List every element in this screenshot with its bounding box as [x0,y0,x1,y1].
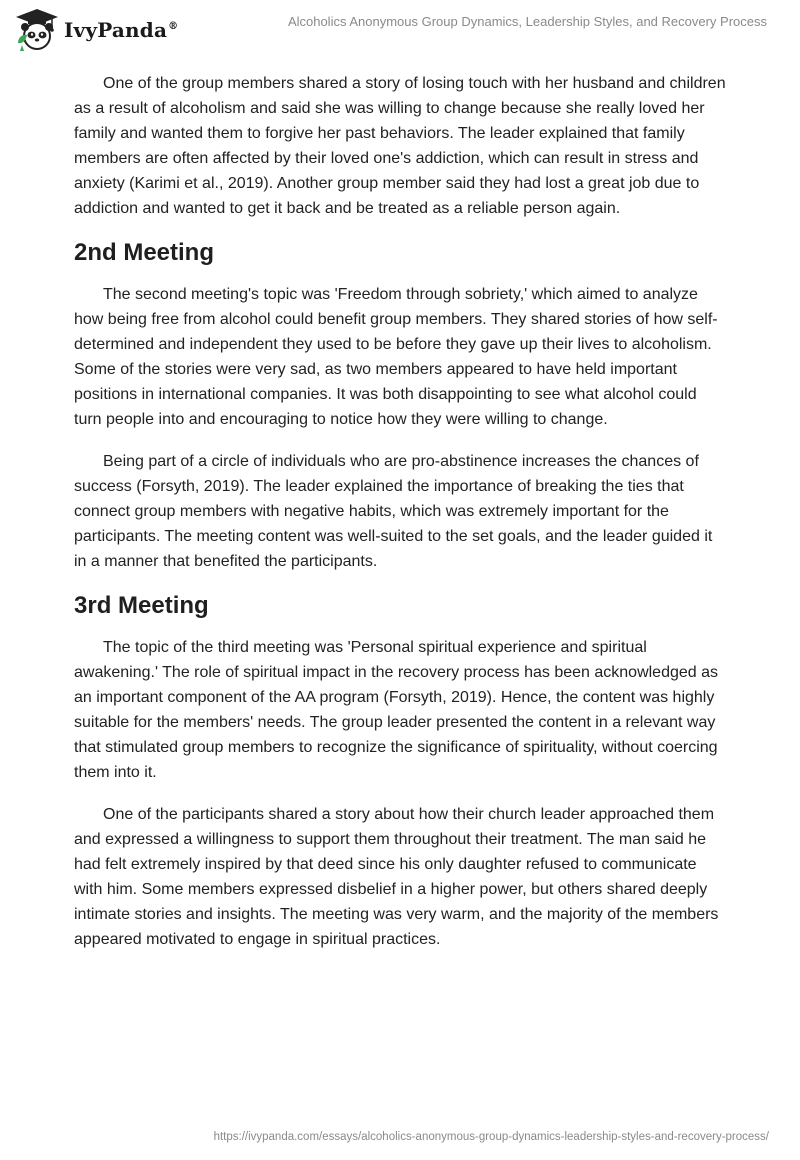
registered-mark: ® [168,21,179,33]
document-title: Alcoholics Anonymous Group Dynamics, Leadership Styles, and Recovery Process [287,14,767,29]
paragraph: One of the group members shared a story of losing touch with her husband and children as a result of alcoholism and said she was willing to change because she really loved her family and wanted them to forgive her past behaviors. The leader explained that family members are often affected by their loved one's addiction, which can result in stress and anxiety (Karimi et al., 2019). Another group member said they had lost a great job due to addiction and wanted to get it back and be treated as a reliable person again. [74,75,726,217]
page-header [0,0,800,60]
section-heading-2nd-meeting: 2nd Meeting [74,239,215,266]
essay-body [74,71,728,969]
paragraph: The topic of the third meeting was 'Personal spiritual experience and spiritual awakening.' The role of spiritual impact in the recovery process has been acknowledged as an important component of the AA program (Forsyth, 2019). Hence, the content was highly suitable for the members' needs. The group leader presented the content in a relevant way that stimulated group members to recognize the significance of spirituality, without coercing them into it. [74,639,719,781]
logo-text: IvyPanda® [64,18,179,42]
paragraph: The second meeting's topic was 'Freedom through sobriety,' which aimed to analyze how being free from alcohol could benefit group members. They shared stories of how self-determined and independent they used to be before they gave up their lives to alcoholism. Some of the stories were very sad, as two members appeared to have held important positions in international companies. It was both disappointing to see what alcohol could turn people into and encouraging to notice how they were willing to change. [74,286,718,428]
section-heading-3rd-meeting: 3rd Meeting [74,592,209,619]
ivypanda-logo[interactable] [14,8,178,52]
source-url[interactable]: https://ivypanda.com/essays/alcoholics-anonymous-group-dynamics-leadership-styles-and-recovery-process/ [213,1131,769,1143]
paragraph: Being part of a circle of individuals who are pro-abstinence increases the chances of success (Forsyth, 2019). The leader explained the importance of breaking the ties that connect group members with negative habits, which was extremely important for the participants. The meeting content was well-suited to the set goals, and the leader guided it in a manner that benefited the participants. [74,453,713,570]
panda-graduate-icon [14,7,60,53]
paragraph: One of the participants shared a story about how their church leader approached them and expressed a willingness to support them throughout their treatment. The man said he had felt extremely inspired by that deed since his only daughter refused to communicate with him. Some members expressed disbelief in a higher power, but others shared deeply intimate stories and insights. The meeting was very warm, and the majority of the members appeared motivated to engage in spiritual practices. [74,806,719,948]
